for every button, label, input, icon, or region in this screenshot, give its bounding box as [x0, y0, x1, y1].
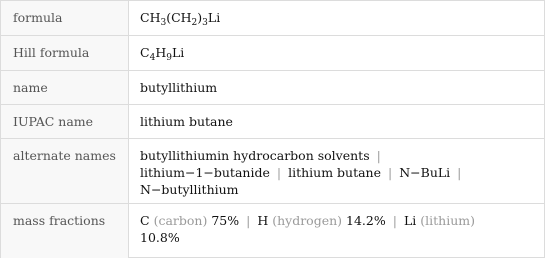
element-name: (carbon)	[153, 213, 208, 228]
element-name: (hydrogen)	[272, 213, 343, 228]
separator: |	[376, 148, 381, 163]
mass-fractions-line-2	[140, 229, 180, 246]
name-value: butyllithium	[140, 80, 218, 95]
element-name: (lithium)	[420, 213, 475, 228]
element-percent: 14.2%	[346, 213, 386, 228]
element-symbol: Li	[403, 213, 417, 228]
alternate-name: N−butyllithium	[140, 182, 239, 197]
hill-formula-label: Hill formula	[13, 45, 90, 60]
alternate-name: lithium butane	[288, 165, 381, 180]
element-symbol: C	[140, 213, 150, 228]
alternate-names-line-3	[140, 181, 239, 198]
element-percent: 75%	[211, 213, 240, 228]
mass-fractions-line-1	[140, 212, 475, 229]
alternate-name: N−BuLi	[399, 165, 451, 180]
name-label: name	[13, 80, 48, 95]
element-percent: 10.8%	[140, 230, 180, 245]
row-iupac-name	[1, 105, 544, 139]
row-formula	[1, 1, 544, 36]
row-name	[1, 71, 544, 105]
alternate-name: lithium−1−butanide	[140, 165, 270, 180]
separator: |	[276, 165, 282, 180]
mass-fractions-label: mass fractions	[13, 213, 106, 228]
alternate-names-line-1	[140, 147, 388, 164]
iupac-name-label: IUPAC name	[13, 114, 94, 129]
row-mass-fractions	[1, 204, 544, 258]
row-hill-formula	[1, 36, 544, 71]
separator: |	[392, 213, 397, 228]
alternate-names-label: alternate names	[13, 148, 116, 163]
formula-value: $CH_3(CH_2)_3Li$	[140, 10, 221, 28]
separator: |	[246, 213, 251, 228]
alternate-name: butyllithiumin hydrocarbon solvents	[140, 148, 370, 163]
element-symbol: H	[257, 213, 269, 228]
formula-label: formula	[13, 10, 63, 25]
alternate-names-line-2	[140, 164, 468, 181]
hill-formula-value: $C_4H_9Li$	[140, 45, 185, 63]
row-alternate-names	[1, 139, 544, 204]
iupac-name-value: lithium butane	[140, 114, 233, 129]
separator: |	[388, 165, 393, 180]
separator: |	[457, 165, 462, 180]
